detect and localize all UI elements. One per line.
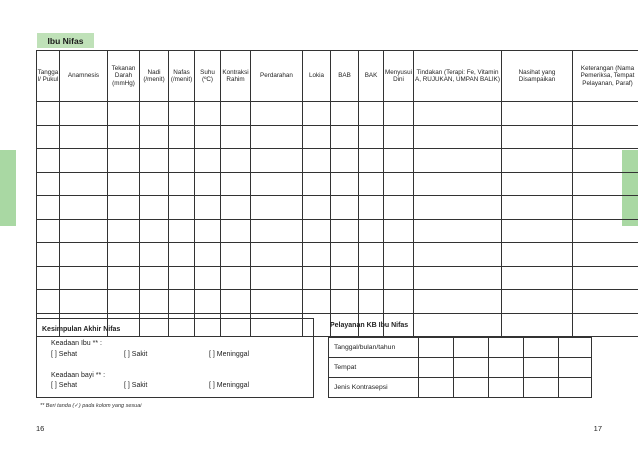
table-cell[interactable] (573, 290, 638, 314)
table-cell[interactable] (573, 172, 638, 196)
page-number-left: 16 (36, 424, 45, 433)
kb-cell[interactable] (559, 358, 592, 378)
section-label: Ibu Nifas (37, 33, 94, 48)
table-cell[interactable] (37, 125, 60, 149)
header-cell: Lokia (303, 51, 331, 102)
kb-cell[interactable] (419, 378, 454, 398)
table-cell[interactable] (502, 196, 573, 220)
table-cell[interactable] (108, 243, 140, 267)
table-cell[interactable] (331, 266, 359, 290)
table-cell[interactable] (60, 196, 108, 220)
table-cell[interactable] (60, 266, 108, 290)
baby-healthy-option[interactable]: [ ] Sehat (51, 382, 78, 389)
table-cell[interactable] (303, 102, 331, 126)
table-cell[interactable] (384, 102, 414, 126)
table-row (37, 290, 638, 314)
table-cell[interactable] (251, 290, 303, 314)
table-cell[interactable] (414, 313, 502, 337)
table-cell[interactable] (384, 125, 414, 149)
table-cell[interactable] (221, 266, 251, 290)
table-cell[interactable] (331, 125, 359, 149)
table-cell[interactable] (331, 219, 359, 243)
table-cell[interactable] (414, 125, 502, 149)
header-cell: Nadi (/menit) (140, 51, 169, 102)
table-cell[interactable] (108, 125, 140, 149)
table-cell[interactable] (195, 219, 221, 243)
table-cell[interactable] (108, 149, 140, 173)
kb-title: Pelayanan KB Ibu Nifas (330, 322, 409, 329)
table-cell[interactable] (195, 266, 221, 290)
table-cell[interactable] (303, 219, 331, 243)
conclusion-box (36, 318, 314, 398)
table-cell[interactable] (140, 196, 169, 220)
table-cell[interactable] (251, 102, 303, 126)
table-cell[interactable] (414, 172, 502, 196)
table-cell[interactable] (37, 172, 60, 196)
table-cell[interactable] (502, 149, 573, 173)
kb-row-label: Jenis Kontrasepsi (329, 378, 419, 398)
table-cell[interactable] (140, 149, 169, 173)
table-cell[interactable] (108, 266, 140, 290)
baby-deceased-option[interactable]: [ ] Meninggal (209, 382, 250, 389)
header-cell: Perdarahan (251, 51, 303, 102)
table-cell[interactable] (221, 290, 251, 314)
table-cell[interactable] (251, 196, 303, 220)
table-cell[interactable] (169, 172, 195, 196)
table-row (37, 172, 638, 196)
table-cell[interactable] (169, 266, 195, 290)
table-cell[interactable] (359, 266, 384, 290)
kb-cell[interactable] (454, 358, 489, 378)
conclusion-title: Kesimpulan Akhir Nifas (42, 326, 121, 333)
table-cell[interactable] (502, 125, 573, 149)
table-cell[interactable] (359, 125, 384, 149)
kb-row-label: Tempat (329, 358, 419, 378)
table-row (37, 149, 638, 173)
table-cell[interactable] (195, 172, 221, 196)
baby-sick-option[interactable]: [ ] Sakit (124, 382, 148, 389)
table-cell[interactable] (60, 290, 108, 314)
table-cell[interactable] (140, 243, 169, 267)
table-cell[interactable] (221, 149, 251, 173)
table-header-row (37, 51, 638, 102)
postpartum-record-table (36, 50, 638, 337)
table-cell[interactable] (251, 149, 303, 173)
table-cell[interactable] (573, 102, 638, 126)
kb-table (328, 337, 592, 398)
table-cell[interactable] (108, 219, 140, 243)
table-cell[interactable] (140, 125, 169, 149)
table-cell[interactable] (359, 290, 384, 314)
table-cell[interactable] (108, 172, 140, 196)
table-cell[interactable] (37, 102, 60, 126)
table-cell[interactable] (384, 219, 414, 243)
header-cell: Tanggal/ Pukul (37, 51, 60, 102)
table-cell[interactable] (169, 125, 195, 149)
baby-status-label: Keadaan bayi ** : (51, 372, 106, 379)
table-cell[interactable] (195, 243, 221, 267)
table-cell[interactable] (195, 290, 221, 314)
kb-cell[interactable] (524, 358, 559, 378)
table-cell[interactable] (221, 102, 251, 126)
header-cell: Tekanan Darah (mmHg) (108, 51, 140, 102)
mother-healthy-option[interactable]: [ ] Sehat (51, 351, 78, 358)
table-cell[interactable] (195, 196, 221, 220)
table-cell[interactable] (303, 243, 331, 267)
table-cell[interactable] (414, 290, 502, 314)
table-cell[interactable] (169, 290, 195, 314)
table-cell[interactable] (414, 149, 502, 173)
table-cell[interactable] (60, 102, 108, 126)
table-cell[interactable] (60, 172, 108, 196)
table-row (329, 378, 592, 398)
table-cell[interactable] (414, 243, 502, 267)
table-cell[interactable] (502, 172, 573, 196)
table-cell[interactable] (140, 290, 169, 314)
table-cell[interactable] (384, 266, 414, 290)
table-cell[interactable] (359, 219, 384, 243)
table-row (37, 219, 638, 243)
left-page-tab (0, 150, 16, 226)
table-cell[interactable] (573, 313, 638, 337)
kb-cell[interactable] (524, 338, 559, 358)
table-cell[interactable] (140, 266, 169, 290)
table-cell[interactable] (359, 102, 384, 126)
table-cell[interactable] (384, 149, 414, 173)
table-cell[interactable] (573, 196, 638, 220)
table-cell[interactable] (331, 149, 359, 173)
table-cell[interactable] (169, 243, 195, 267)
table-cell[interactable] (414, 196, 502, 220)
table-cell[interactable] (331, 172, 359, 196)
header-cell: Anamnesis (60, 51, 108, 102)
kb-cell[interactable] (419, 338, 454, 358)
table-cell[interactable] (60, 243, 108, 267)
table-row (329, 338, 592, 358)
table-cell[interactable] (502, 313, 573, 337)
table-cell[interactable] (414, 102, 502, 126)
table-cell[interactable] (359, 196, 384, 220)
table-cell[interactable] (502, 266, 573, 290)
table-cell[interactable] (37, 266, 60, 290)
table-cell[interactable] (502, 290, 573, 314)
table-row (37, 243, 638, 267)
table-cell[interactable] (195, 102, 221, 126)
table-cell[interactable] (384, 172, 414, 196)
header-cell: Nasihat yang Disampaikan (502, 51, 573, 102)
table-cell[interactable] (573, 149, 638, 173)
header-cell: Menyusui Dini (384, 51, 414, 102)
table-cell[interactable] (60, 149, 108, 173)
mother-status-label: Keadaan Ibu ** : (51, 340, 102, 347)
table-cell[interactable] (60, 219, 108, 243)
table-cell[interactable] (573, 243, 638, 267)
kb-row-label: Tanggal/bulan/tahun (329, 338, 419, 358)
table-cell[interactable] (502, 102, 573, 126)
table-cell[interactable] (108, 290, 140, 314)
table-cell[interactable] (37, 219, 60, 243)
table-cell[interactable] (573, 266, 638, 290)
table-cell[interactable] (359, 243, 384, 267)
table-cell[interactable] (221, 125, 251, 149)
table-cell[interactable] (195, 125, 221, 149)
table-cell[interactable] (384, 196, 414, 220)
table-cell[interactable] (573, 125, 638, 149)
table-cell[interactable] (331, 243, 359, 267)
table-cell[interactable] (414, 219, 502, 243)
table-cell[interactable] (108, 196, 140, 220)
table-cell[interactable] (331, 196, 359, 220)
table-cell[interactable] (251, 243, 303, 267)
table-cell[interactable] (37, 243, 60, 267)
footnote: ** Beri tanda (✓) pada kolom yang sesuai (40, 403, 142, 409)
kb-cell[interactable] (524, 378, 559, 398)
table-cell[interactable] (303, 196, 331, 220)
table-row (37, 266, 638, 290)
table-cell[interactable] (303, 172, 331, 196)
table-cell[interactable] (502, 219, 573, 243)
table-cell[interactable] (303, 149, 331, 173)
header-cell: Nafas (/menit) (169, 51, 195, 102)
header-cell: BAK (359, 51, 384, 102)
header-cell: BAB (331, 51, 359, 102)
page-number-right: 17 (593, 424, 602, 433)
table-row (329, 358, 592, 378)
table-row (37, 125, 638, 149)
table-cell[interactable] (37, 290, 60, 314)
table-cell[interactable] (37, 149, 60, 173)
table-cell[interactable] (221, 243, 251, 267)
table-cell[interactable] (140, 102, 169, 126)
table-cell[interactable] (221, 219, 251, 243)
kb-cell[interactable] (559, 338, 592, 358)
table-cell[interactable] (140, 172, 169, 196)
table-cell[interactable] (169, 196, 195, 220)
table-cell[interactable] (384, 290, 414, 314)
table-row (37, 196, 638, 220)
header-cell: Kontraksi Rahim (221, 51, 251, 102)
table-cell[interactable] (303, 266, 331, 290)
table-cell[interactable] (169, 219, 195, 243)
mother-sick-option[interactable]: [ ] Sakit (124, 351, 148, 358)
table-cell[interactable] (303, 125, 331, 149)
kb-cell[interactable] (454, 338, 489, 358)
table-cell[interactable] (108, 102, 140, 126)
table-cell[interactable] (573, 219, 638, 243)
kb-cell[interactable] (489, 338, 524, 358)
table-cell[interactable] (359, 172, 384, 196)
table-cell[interactable] (195, 149, 221, 173)
kb-cell[interactable] (489, 358, 524, 378)
table-cell[interactable] (384, 243, 414, 267)
header-cell: Keterangan (Nama Pemeriksa, Tempat Pelayanan, Paraf) (573, 51, 638, 102)
table-cell[interactable] (221, 196, 251, 220)
table-cell[interactable] (169, 149, 195, 173)
header-cell: Tindakan (Terapi: Fe, Vitamin A, RUJUKAN, UMPAN BALIK) (414, 51, 502, 102)
table-cell[interactable] (251, 172, 303, 196)
kb-cell[interactable] (419, 358, 454, 378)
table-cell[interactable] (331, 102, 359, 126)
table-cell[interactable] (502, 243, 573, 267)
table-cell[interactable] (251, 266, 303, 290)
kb-cell[interactable] (454, 378, 489, 398)
table-cell[interactable] (359, 149, 384, 173)
table-cell[interactable] (37, 196, 60, 220)
kb-cell[interactable] (489, 378, 524, 398)
mother-deceased-option[interactable]: [ ] Meninggal (209, 351, 250, 358)
table-cell[interactable] (140, 219, 169, 243)
table-cell[interactable] (221, 172, 251, 196)
table-cell[interactable] (60, 125, 108, 149)
table-cell[interactable] (331, 290, 359, 314)
table-cell[interactable] (251, 125, 303, 149)
header-cell: Suhu (ºC) (195, 51, 221, 102)
table-cell[interactable] (251, 219, 303, 243)
table-cell[interactable] (414, 266, 502, 290)
table-cell[interactable] (169, 102, 195, 126)
table-row (37, 102, 638, 126)
table-cell[interactable] (303, 290, 331, 314)
kb-cell[interactable] (559, 378, 592, 398)
